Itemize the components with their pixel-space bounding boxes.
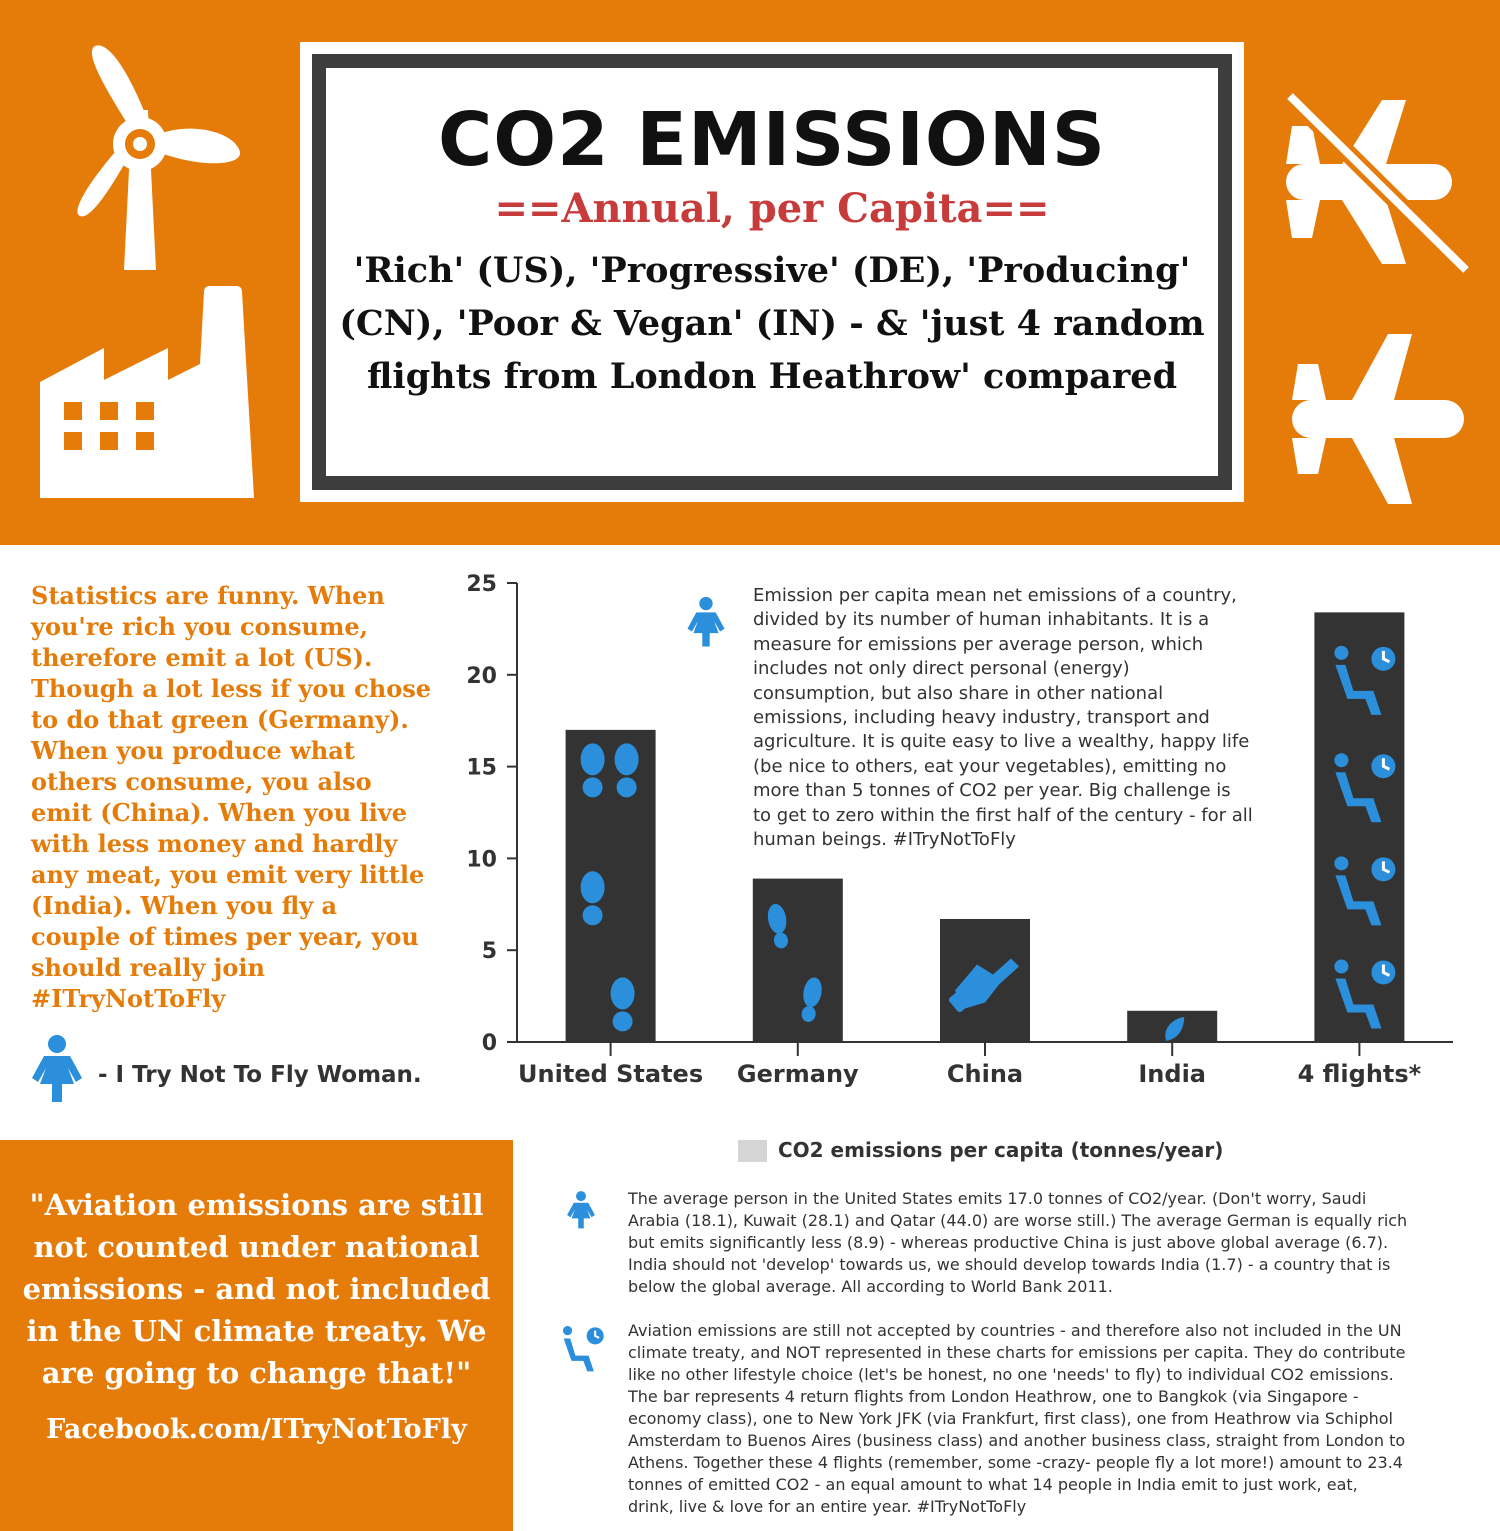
factory-icon	[40, 286, 256, 502]
y-tick-label: 25	[466, 572, 497, 597]
y-ticks-layer	[466, 572, 517, 1056]
page-description: 'Rich' (US), 'Progressive' (DE), 'Producing' (CN), 'Poor & Vegan' (IN) - & 'just 4 random flights from London Heathrow' compared	[339, 250, 1205, 397]
woman-note-icon	[686, 595, 726, 649]
facebook-link[interactable]: Facebook.com/ITryNotToFly	[46, 1414, 467, 1445]
x-tick-label: India	[1138, 1060, 1207, 1088]
quote-text: "Aviation emissions are still not counted under national emissions - and not included in the UN climate treaty. We are going to change that!"	[22, 1188, 491, 1390]
airplane-icon	[1288, 330, 1468, 510]
page-title: CO2 EMISSIONS	[437, 97, 1107, 183]
x-tick-label: 4 flights*	[1297, 1060, 1422, 1088]
bar-united-states	[566, 730, 656, 1042]
x-ticks-layer	[518, 1042, 1422, 1088]
x-tick-label: United States	[518, 1060, 704, 1088]
title-content	[326, 68, 1218, 476]
woman-legend-label: - I Try Not To Fly Woman.	[98, 1062, 422, 1088]
intro-text: Statistics are funny. When you're rich you consume, therefore emit a lot (US). Though a lot less if you chose to do that green (Germany). When you produce what others consume, you also emit (China). When you live with less money and hardly any meat, you emit very little (India). When you fly a couple of times per year, you should really join #ITryNotToFly	[31, 581, 431, 1013]
y-tick-label: 10	[466, 847, 497, 873]
legend-label: CO2 emissions per capita (tonnes/year)	[778, 1138, 1224, 1162]
quote-box	[0, 1140, 513, 1531]
y-tick-label: 0	[481, 1031, 497, 1056]
y-tick-label: 15	[466, 755, 497, 781]
wind-turbine-icon	[60, 40, 260, 280]
paragraph-aviation: Aviation emissions are still not accepted by countries - and therefore also not included in the UN climate treaty, and NOT represented in these charts for emissions per capita. They do contribute like no other lifestyle choice (let's be honest, no one 'needs' to fly) to individual CO2 emissions. The bar represents 4 return flights from London Heathrow, one to Bangkok (via Singapore - economy class), one to New York JFK (via Frankfurt, first class), one from Heathrow via Schiphol Amsterdam to Buenos Aires (business class) and another business class, straight from London to Athens. Together these 4 flights (remember, some -crazy- people fly a lot more!) amount to 23.4 tonnes of emitted CO2 - an equal amount to what 14 people in India emit to just work, eat, drink, live & love for an entire year. #ITryNotToFly	[628, 1321, 1406, 1516]
legend-swatch	[738, 1140, 767, 1162]
woman-paragraph-icon	[566, 1190, 596, 1230]
x-tick-label: Germany	[736, 1060, 859, 1088]
chart-note: Emission per capita mean net emissions of a country, divided by its number of human inhabitants. It is a measure for emissions per average person, which includes not only direct personal (energy) consumption, but also share in other national emissions, including heavy industry, transport and agriculture. It is quite easy to live a wealthy, happy life (be nice to others, eat your vegetables), emitting no more than 5 tonnes of CO2 per year. Big challenge is to get to zero within the first half of the century - for all human beings. #ITryNotToFly	[753, 585, 1253, 851]
seated-passenger-paragraph-icon	[561, 1325, 607, 1373]
x-tick-label: China	[946, 1060, 1024, 1088]
paragraph-countries: The average person in the United States emits 17.0 tonnes of CO2/year. (Don't worry, Saudi Arabia (18.1), Kuwait (28.1) and Qatar (44.0) are worse still.) The average German is equally rich but emits significantly less (8.9) - whereas productive China is just above global average (6.7). India should not 'develop' towards us, we should develop towards India (1.7) - a country that is below the global average. All according to World Bank 2011.	[628, 1189, 1408, 1296]
y-tick-label: 20	[466, 663, 497, 689]
page-subtitle: ==Annual, per Capita==	[494, 185, 1050, 232]
no-flight-icon	[1282, 90, 1472, 280]
woman-icon	[30, 1034, 84, 1104]
y-tick-label: 5	[481, 939, 497, 965]
bar-germany	[753, 879, 843, 1042]
